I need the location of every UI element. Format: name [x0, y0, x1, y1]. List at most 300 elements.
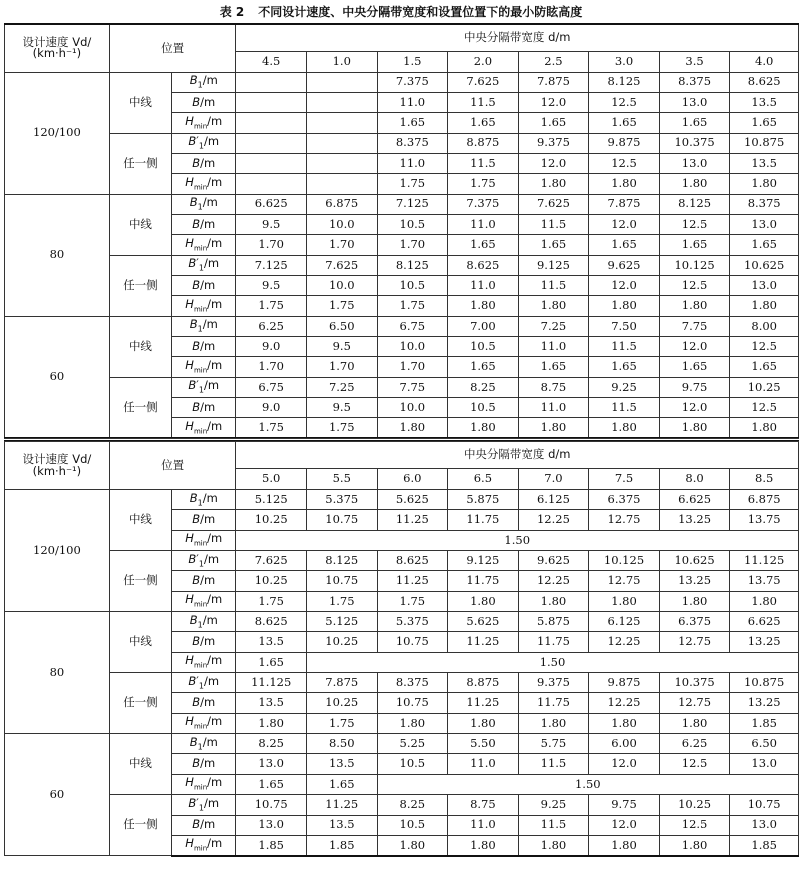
row-label: $H_{min}/m$ — [172, 418, 236, 438]
header-speed — [5, 442, 110, 490]
data-cell — [236, 174, 307, 194]
data-cell: 5.875 — [518, 612, 589, 632]
data-cell: 1.75 — [306, 418, 377, 438]
data-cell: 1.75 — [306, 296, 377, 316]
data-cell — [306, 153, 377, 173]
data-cell: 1.75 — [377, 591, 448, 611]
data-cell: 7.875 — [306, 673, 377, 693]
data-cell — [306, 174, 377, 194]
data-cell: 11.75 — [518, 693, 589, 713]
width-header: 7.0 — [518, 469, 589, 490]
data-cell: 6.50 — [306, 316, 377, 336]
data-cell: 11.0 — [448, 275, 519, 295]
row-label: $B'_1/m$ — [172, 673, 236, 693]
table-number: 表 2 — [219, 5, 245, 19]
data-cell: 1.80 — [518, 418, 589, 438]
data-cell: 11.5 — [589, 398, 660, 418]
data-cell — [236, 133, 307, 153]
data-cell: 7.625 — [236, 551, 307, 571]
data-cell: 10.875 — [730, 133, 799, 153]
data-cell: 8.375 — [377, 673, 448, 693]
data-cell: 13.25 — [659, 510, 730, 530]
data-cell: 1.65 — [448, 357, 519, 377]
data-cell: 6.75 — [236, 377, 307, 397]
data-cell: 11.0 — [377, 92, 448, 112]
data-cell: 7.625 — [448, 72, 519, 92]
data-cell: 11.5 — [518, 275, 589, 295]
data-cell: 10.25 — [306, 632, 377, 652]
data-cell: 1.65 — [377, 113, 448, 133]
position-cell: 任一侧 — [109, 255, 171, 316]
data-cell: 13.0 — [730, 815, 799, 835]
data-cell: 12.0 — [589, 214, 660, 234]
data-cell: 13.25 — [659, 571, 730, 591]
data-cell: 12.75 — [589, 510, 660, 530]
merged-cell: 1.50 — [236, 530, 799, 550]
data-cell: 7.75 — [377, 377, 448, 397]
row-label: $H_{min}/m$ — [172, 357, 236, 377]
data-cell: 1.65 — [589, 357, 660, 377]
data-cell: 13.0 — [659, 153, 730, 173]
header-speed-line2: (km·h⁻¹) — [32, 46, 82, 61]
table-caption: 不同设计速度、中央分隔带宽度和设置位置下的最小防眩高度 — [258, 5, 583, 19]
data-cell: 7.125 — [236, 255, 307, 275]
data-cell: 13.5 — [730, 153, 799, 173]
data-cell: 11.0 — [448, 214, 519, 234]
data-cell: 5.375 — [377, 612, 448, 632]
merged-cell: 1.65 — [236, 652, 307, 672]
position-cell: 中线 — [109, 72, 171, 133]
data-cell: 5.125 — [306, 612, 377, 632]
data-cell: 1.75 — [236, 296, 307, 316]
data-cell: 10.5 — [377, 275, 448, 295]
data-cell: 10.0 — [377, 398, 448, 418]
data-cell: 1.65 — [448, 113, 519, 133]
data-cell: 1.80 — [659, 591, 730, 611]
row-label: B/m — [172, 153, 236, 173]
data-cell: 8.25 — [448, 377, 519, 397]
row-label: B/m — [172, 693, 236, 713]
data-cell: 10.75 — [306, 571, 377, 591]
data-cell: 8.25 — [377, 795, 448, 815]
table-row — [5, 673, 799, 693]
row-label: B/m — [172, 336, 236, 356]
data-cell: 5.875 — [448, 490, 519, 510]
data-cell: 1.80 — [730, 174, 799, 194]
width-header: 3.0 — [589, 51, 660, 72]
data-cell: 1.65 — [659, 357, 730, 377]
data-cell: 1.80 — [659, 296, 730, 316]
data-cell: 1.65 — [730, 113, 799, 133]
row-label: B/m — [172, 754, 236, 774]
data-cell: 11.0 — [448, 815, 519, 835]
data-cell: 9.25 — [518, 795, 589, 815]
position-cell: 任一侧 — [109, 673, 171, 734]
data-cell: 1.70 — [236, 235, 307, 255]
data-cell: 6.375 — [659, 612, 730, 632]
data-cell: 8.375 — [659, 72, 730, 92]
data-cell: 13.75 — [730, 571, 799, 591]
data-cell: 1.80 — [377, 418, 448, 438]
data-cell: 10.25 — [659, 795, 730, 815]
row-label: $B_1/m$ — [172, 72, 236, 92]
data-cell: 7.625 — [306, 255, 377, 275]
data-cell: 5.75 — [518, 734, 589, 754]
header-speed-line1: 设计速度 Vd/ — [22, 34, 92, 49]
row-label: B/m — [172, 214, 236, 234]
data-cell: 12.5 — [659, 754, 730, 774]
header-speed-line2: (km·h⁻¹) — [32, 463, 82, 478]
data-cell — [306, 113, 377, 133]
data-cell: 8.625 — [730, 72, 799, 92]
data-cell: 1.65 — [589, 113, 660, 133]
speed-cell: 120/100 — [5, 72, 110, 194]
data-cell — [306, 72, 377, 92]
data-cell: 12.0 — [589, 754, 660, 774]
width-header: 1.0 — [306, 51, 377, 72]
data-cell: 10.75 — [236, 795, 307, 815]
data-cell: 7.875 — [589, 194, 660, 214]
data-cell: 10.25 — [236, 510, 307, 530]
width-header: 7.5 — [589, 469, 660, 490]
row-label: $H_{min}/m$ — [172, 713, 236, 733]
data-cell: 1.80 — [589, 418, 660, 438]
data-cell: 6.625 — [659, 490, 730, 510]
row-label: $H_{min}/m$ — [172, 235, 236, 255]
row-label: $B'_1/m$ — [172, 377, 236, 397]
data-cell: 1.80 — [236, 713, 307, 733]
data-cell: 5.25 — [377, 734, 448, 754]
data-cell: 1.80 — [518, 835, 589, 855]
row-label: $H_{min}/m$ — [172, 113, 236, 133]
data-cell: 1.80 — [589, 591, 660, 611]
data-cell: 11.5 — [448, 153, 519, 173]
data-cell: 1.75 — [306, 591, 377, 611]
data-cell: 1.80 — [518, 713, 589, 733]
data-cell: 9.125 — [518, 255, 589, 275]
width-header: 8.0 — [659, 469, 730, 490]
row-label: B/m — [172, 275, 236, 295]
data-cell: 13.0 — [730, 275, 799, 295]
data-cell: 6.25 — [236, 316, 307, 336]
data-cell — [306, 92, 377, 112]
data-cell: 10.5 — [448, 336, 519, 356]
data-cell: 1.80 — [518, 591, 589, 611]
data-cell: 10.75 — [377, 632, 448, 652]
table-part-2 — [4, 441, 799, 857]
data-cell: 9.625 — [589, 255, 660, 275]
width-header: 4.0 — [730, 51, 799, 72]
header-position: 位置 — [109, 24, 236, 72]
data-cell: 1.70 — [377, 235, 448, 255]
header-speed-line1: 设计速度 Vd/ — [22, 452, 92, 466]
data-cell: 12.5 — [659, 815, 730, 835]
data-cell: 11.0 — [518, 336, 589, 356]
data-cell: 9.875 — [589, 133, 660, 153]
header-position: 位置 — [109, 442, 236, 490]
data-cell: 1.75 — [306, 713, 377, 733]
data-cell: 1.75 — [448, 174, 519, 194]
data-cell: 1.80 — [589, 835, 660, 855]
data-cell: 11.5 — [518, 815, 589, 835]
data-cell: 12.5 — [730, 336, 799, 356]
data-cell: 13.5 — [306, 754, 377, 774]
data-cell: 1.85 — [236, 835, 307, 855]
data-cell: 7.25 — [306, 377, 377, 397]
data-cell: 6.25 — [659, 734, 730, 754]
data-cell — [236, 92, 307, 112]
data-cell: 11.25 — [377, 571, 448, 591]
data-cell: 1.80 — [448, 835, 519, 855]
data-cell: 11.0 — [377, 153, 448, 173]
table-row — [5, 551, 799, 571]
data-cell: 11.25 — [448, 632, 519, 652]
data-cell: 9.875 — [589, 673, 660, 693]
table-part-1 — [4, 23, 799, 439]
table-row — [5, 377, 799, 397]
data-cell: 6.375 — [589, 490, 660, 510]
table-row — [5, 612, 799, 632]
row-label: $H_{min}/m$ — [172, 591, 236, 611]
data-cell: 10.0 — [306, 275, 377, 295]
data-cell: 1.75 — [377, 174, 448, 194]
speed-cell: 80 — [5, 194, 110, 316]
data-cell: 11.125 — [730, 551, 799, 571]
table-row — [5, 255, 799, 275]
data-cell: 8.875 — [448, 133, 519, 153]
data-cell: 1.80 — [730, 591, 799, 611]
data-cell: 12.0 — [589, 275, 660, 295]
data-cell: 8.375 — [377, 133, 448, 153]
width-header: 2.0 — [448, 51, 519, 72]
position-cell: 任一侧 — [109, 551, 171, 612]
data-cell: 1.70 — [377, 357, 448, 377]
table-row — [5, 72, 799, 92]
row-label: $H_{min}/m$ — [172, 835, 236, 855]
data-cell: 8.50 — [306, 734, 377, 754]
data-cell: 12.0 — [518, 153, 589, 173]
data-cell: 5.625 — [377, 490, 448, 510]
data-cell: 9.0 — [236, 398, 307, 418]
position-cell: 任一侧 — [109, 133, 171, 194]
data-cell: 8.625 — [448, 255, 519, 275]
data-cell: 9.25 — [589, 377, 660, 397]
data-cell: 10.25 — [730, 377, 799, 397]
row-label: $H_{min}/m$ — [172, 530, 236, 550]
row-label: $B_1/m$ — [172, 612, 236, 632]
data-cell: 13.25 — [730, 632, 799, 652]
data-cell: 7.625 — [518, 194, 589, 214]
data-cell: 10.0 — [377, 336, 448, 356]
position-cell: 中线 — [109, 734, 171, 795]
speed-cell: 80 — [5, 612, 110, 734]
data-cell: 11.75 — [448, 510, 519, 530]
width-header: 1.5 — [377, 51, 448, 72]
data-cell: 9.5 — [236, 275, 307, 295]
width-header: 5.5 — [306, 469, 377, 490]
data-cell: 9.5 — [306, 336, 377, 356]
data-cell: 12.25 — [518, 510, 589, 530]
data-cell: 13.0 — [236, 815, 307, 835]
data-cell: 10.625 — [659, 551, 730, 571]
data-cell: 12.0 — [589, 815, 660, 835]
data-cell: 1.80 — [377, 713, 448, 733]
header-speed — [5, 24, 110, 72]
data-cell: 1.85 — [730, 835, 799, 855]
data-cell: 11.0 — [448, 754, 519, 774]
data-cell: 6.625 — [730, 612, 799, 632]
data-cell: 1.80 — [589, 296, 660, 316]
data-cell: 9.5 — [306, 398, 377, 418]
row-label: $B'_1/m$ — [172, 133, 236, 153]
data-cell: 6.00 — [589, 734, 660, 754]
data-cell: 1.65 — [518, 235, 589, 255]
data-cell: 13.0 — [659, 92, 730, 112]
width-header: 5.0 — [236, 469, 307, 490]
data-cell: 1.70 — [306, 357, 377, 377]
data-cell: 10.25 — [236, 571, 307, 591]
width-header: 4.5 — [236, 51, 307, 72]
row-label: $H_{min}/m$ — [172, 652, 236, 672]
data-cell: 12.75 — [659, 632, 730, 652]
data-cell: 10.75 — [730, 795, 799, 815]
data-cell: 1.80 — [730, 418, 799, 438]
data-cell: 13.0 — [730, 214, 799, 234]
table-row — [5, 194, 799, 214]
data-cell: 1.85 — [306, 835, 377, 855]
data-cell: 9.625 — [518, 551, 589, 571]
data-cell: 1.80 — [659, 713, 730, 733]
data-cell: 12.25 — [518, 571, 589, 591]
data-cell: 11.25 — [377, 510, 448, 530]
position-cell: 任一侧 — [109, 795, 171, 856]
row-label: $B'_1/m$ — [172, 255, 236, 275]
data-cell: 11.75 — [448, 571, 519, 591]
data-cell: 12.5 — [730, 398, 799, 418]
table-title — [0, 3, 802, 20]
data-cell: 5.50 — [448, 734, 519, 754]
data-cell: 8.625 — [236, 612, 307, 632]
data-cell: 10.0 — [306, 214, 377, 234]
data-cell: 10.125 — [589, 551, 660, 571]
data-cell — [236, 153, 307, 173]
speed-cell: 60 — [5, 316, 110, 438]
data-cell: 12.5 — [659, 275, 730, 295]
data-cell: 7.00 — [448, 316, 519, 336]
data-cell: 1.80 — [659, 174, 730, 194]
data-cell: 1.75 — [377, 296, 448, 316]
data-cell: 8.625 — [377, 551, 448, 571]
position-cell: 中线 — [109, 490, 171, 551]
data-cell: 10.5 — [448, 398, 519, 418]
data-cell: 11.0 — [518, 398, 589, 418]
data-cell: 12.75 — [589, 571, 660, 591]
data-cell: 1.80 — [659, 418, 730, 438]
data-cell: 11.5 — [518, 214, 589, 234]
width-header: 6.0 — [377, 469, 448, 490]
data-cell: 6.875 — [730, 490, 799, 510]
table-row — [5, 734, 799, 754]
data-cell: 7.75 — [659, 316, 730, 336]
data-cell — [306, 133, 377, 153]
table-row — [5, 133, 799, 153]
data-cell: 7.125 — [377, 194, 448, 214]
data-cell: 1.80 — [589, 174, 660, 194]
data-cell: 10.5 — [377, 815, 448, 835]
data-cell: 12.0 — [659, 398, 730, 418]
data-cell: 1.80 — [518, 296, 589, 316]
data-cell: 10.375 — [659, 673, 730, 693]
row-label: $H_{min}/m$ — [172, 296, 236, 316]
data-cell: 1.80 — [589, 713, 660, 733]
data-cell: 9.375 — [518, 133, 589, 153]
row-label: $H_{min}/m$ — [172, 174, 236, 194]
data-cell: 12.75 — [659, 693, 730, 713]
data-cell: 5.625 — [448, 612, 519, 632]
row-label: $B_1/m$ — [172, 316, 236, 336]
data-cell: 1.80 — [448, 713, 519, 733]
data-cell: 10.5 — [377, 214, 448, 234]
data-cell: 9.125 — [448, 551, 519, 571]
data-cell: 10.375 — [659, 133, 730, 153]
header-median-width: 中央分隔带宽度 d/m — [236, 442, 799, 469]
data-cell: 6.625 — [236, 194, 307, 214]
data-cell: 1.80 — [730, 296, 799, 316]
data-cell: 13.5 — [730, 92, 799, 112]
data-cell: 1.80 — [659, 835, 730, 855]
data-cell: 11.125 — [236, 673, 307, 693]
data-cell: 10.875 — [730, 673, 799, 693]
data-cell: 7.875 — [518, 72, 589, 92]
data-cell: 1.65 — [589, 235, 660, 255]
data-cell: 11.5 — [589, 336, 660, 356]
row-label: B/m — [172, 398, 236, 418]
data-cell: 1.85 — [730, 713, 799, 733]
position-cell: 任一侧 — [109, 377, 171, 438]
data-cell: 9.75 — [659, 377, 730, 397]
merged-cell: 1.50 — [306, 652, 798, 672]
data-cell: 9.0 — [236, 336, 307, 356]
data-cell: 1.80 — [518, 174, 589, 194]
data-cell: 8.25 — [236, 734, 307, 754]
data-cell: 12.0 — [659, 336, 730, 356]
merged-cell: 1.65 — [236, 774, 307, 794]
data-cell: 1.65 — [518, 113, 589, 133]
data-cell: 6.125 — [589, 612, 660, 632]
data-cell: 8.75 — [518, 377, 589, 397]
data-cell: 10.5 — [377, 754, 448, 774]
width-header: 8.5 — [730, 469, 799, 490]
speed-cell: 120/100 — [5, 490, 110, 612]
data-cell: 6.50 — [730, 734, 799, 754]
data-cell: 1.70 — [236, 357, 307, 377]
width-header: 6.5 — [448, 469, 519, 490]
data-cell: 12.25 — [589, 632, 660, 652]
data-cell: 7.375 — [448, 194, 519, 214]
data-cell: 7.50 — [589, 316, 660, 336]
data-cell: 9.375 — [518, 673, 589, 693]
data-cell: 1.65 — [730, 357, 799, 377]
data-cell: 8.125 — [306, 551, 377, 571]
row-label: $B'_1/m$ — [172, 795, 236, 815]
data-cell: 1.65 — [659, 235, 730, 255]
merged-cell: 1.50 — [377, 774, 798, 794]
data-cell: 12.5 — [659, 214, 730, 234]
data-cell: 12.5 — [589, 92, 660, 112]
position-cell: 中线 — [109, 612, 171, 673]
data-cell: 8.125 — [589, 72, 660, 92]
data-cell: 10.625 — [730, 255, 799, 275]
